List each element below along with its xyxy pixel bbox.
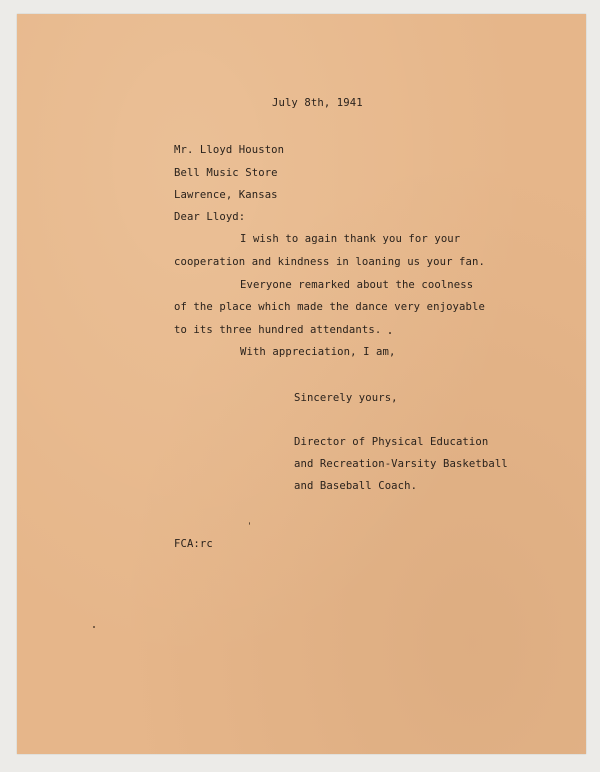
recipient-city: Lawrence, Kansas: [174, 189, 278, 201]
body-line: Everyone remarked about the coolness: [240, 279, 474, 291]
paper-speck: [389, 332, 391, 334]
reference-initials: FCA:rc: [174, 538, 213, 550]
salutation: Dear Lloyd:: [174, 211, 246, 223]
signature-title-line: and Baseball Coach.: [294, 480, 418, 492]
recipient-business: Bell Music Store: [174, 167, 278, 179]
paper-speck: [93, 626, 95, 628]
signature-title-line: and Recreation-Varsity Basketball: [294, 458, 508, 470]
letter-page: [17, 14, 586, 754]
recipient-name: Mr. Lloyd Houston: [174, 144, 285, 156]
body-line: to its three hundred attendants.: [174, 324, 382, 336]
body-line: cooperation and kindness in loaning us your fan.: [174, 256, 485, 268]
body-line: I wish to again thank you for your: [240, 233, 461, 245]
letter-date: July 8th, 1941: [272, 97, 363, 109]
body-line: of the place which made the dance very enjoyable: [174, 301, 485, 313]
closing: Sincerely yours,: [294, 392, 398, 404]
signature-title-line: Director of Physical Education: [294, 436, 489, 448]
paper-speck: [249, 522, 250, 525]
body-line: With appreciation, I am,: [240, 346, 396, 358]
